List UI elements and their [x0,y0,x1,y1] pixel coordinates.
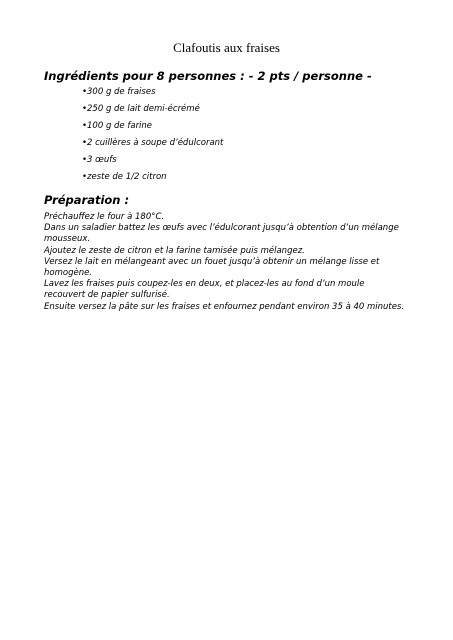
preparation-heading: Préparation : [44,193,130,207]
ingredients-list [82,84,223,186]
ingredient-item: •2 cuillères à soupe d’édulcorant [82,138,224,148]
preparation-line: Versez le lait en mélangeant avec un fouet jusqu’à obtenir un mélange lisse et [44,256,380,267]
ingredients-heading: Ingrédients pour 8 personnes : - 2 pts / personne - [44,69,372,83]
preparation-text [44,212,414,313]
preparation-line: Dans un saladier battez les œufs avec l’édulcorant jusqu’à obtention d’un mélange [44,223,399,234]
preparation-line: Ajoutez le zeste de citron et la farine tamisée puis mélangez. [44,245,305,256]
preparation-line: mousseux. [44,234,91,245]
ingredient-item: •250 g de lait demi-écrémé [82,104,200,114]
preparation-line: recouvert de papier sulfurisé. [44,290,170,301]
ingredient-item: •zeste de 1/2 citron [82,172,167,182]
ingredient-item: •300 g de fraises [82,87,156,97]
ingredient-item: •3 œufs [82,155,117,165]
preparation-line: homogène. [44,268,93,279]
preparation-line: Lavez les fraises puis coupez-les en deux, et placez-les au fond d’un moule [44,279,365,290]
preparation-line: Ensuite versez la pâte sur les fraises et enfournez pendant environ 35 à 40 minutes. [44,301,405,312]
recipe-title: Clafoutis aux fraises [173,40,280,55]
ingredient-item: •100 g de farine [82,121,153,131]
preparation-line: Préchauffez le four à 180°C. [44,212,165,222]
